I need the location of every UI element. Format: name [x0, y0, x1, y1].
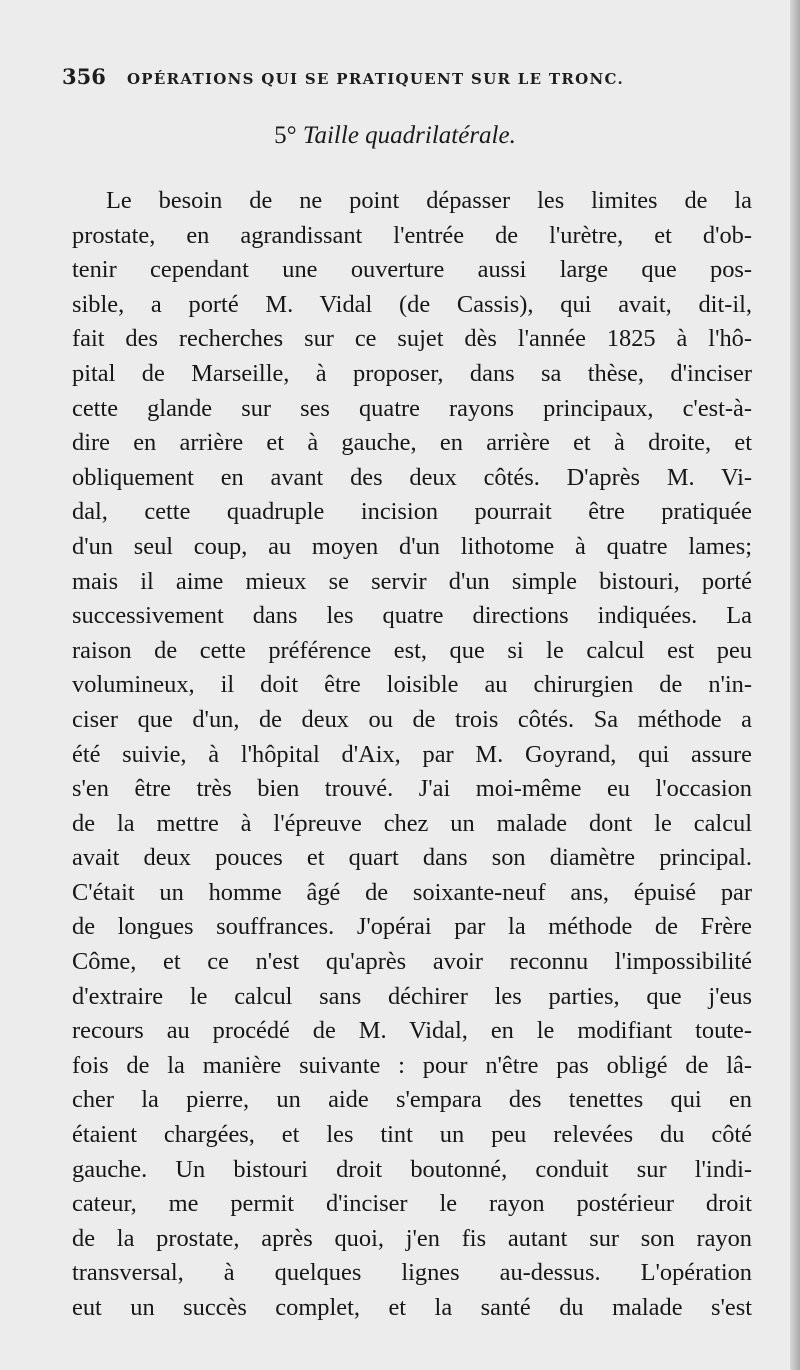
text-line: prostate, en agrandissant l'entrée de l'urètre, et d'ob-: [72, 221, 752, 249]
text-line: volumineux, il doit être loisible au chirurgien de n'in-: [72, 671, 752, 699]
section-title: Taille quadrilatérale.: [302, 122, 516, 149]
text-line: été suivie, à l'hôpital d'Aix, par M. Goyrand, qui assure: [72, 740, 752, 768]
page-edge: [790, 0, 800, 1370]
text-line: dal, cette quadruple incision pourrait être pratiquée: [72, 498, 752, 526]
text-line: cher la pierre, un aide s'empara des tenettes qui en: [72, 1086, 752, 1114]
text-line: avait deux pouces et quart dans son diamètre principal.: [72, 844, 752, 872]
text-line: successivement dans les quatre directions indiquées. La: [72, 602, 752, 630]
text-line: eut un succès complet, et la santé du malade s'est: [72, 1294, 752, 1321]
text-line: dire en arrière et à gauche, en arrière et à droite, et: [72, 429, 752, 457]
text-line: C'était un homme âgé de soixante-neuf ans, épuisé par: [72, 878, 752, 906]
text-line: de longues souffrances. J'opérai par la méthode de Frère: [72, 913, 752, 941]
section-heading: [0, 122, 790, 150]
text-line: Côme, et ce n'est qu'après avoir reconnu l'impossibilité: [72, 948, 752, 976]
text-line: gauche. Un bistouri droit boutonné, conduit sur l'indi-: [72, 1155, 752, 1183]
text-line: d'extraire le calcul sans déchirer les parties, que j'eus: [72, 982, 752, 1010]
text-line: de la prostate, après quoi, j'en fis autant sur son rayon: [72, 1224, 752, 1252]
text-line: raison de cette préférence est, que si le calcul est peu: [72, 636, 752, 664]
text-line: ciser que d'un, de deux ou de trois côtés. Sa méthode a: [72, 705, 752, 733]
page-number: 356: [62, 64, 106, 89]
text-line: obliquement en avant des deux côtés. D'après M. Vi-: [72, 463, 752, 491]
text-line: Le besoin de ne point dépasser les limites de la: [106, 187, 752, 214]
text-line: cette glande sur ses quatre rayons principaux, c'est-à-: [72, 394, 752, 422]
text-line: cateur, me permit d'inciser le rayon postérieur droit: [72, 1190, 752, 1218]
text-line: fois de la manière suivante : pour n'être pas obligé de lâ-: [72, 1051, 752, 1079]
text-line: de la mettre à l'épreuve chez un malade dont le calcul: [72, 809, 752, 837]
text-line: d'un seul coup, au moyen d'un lithotome à quatre lames;: [72, 532, 752, 560]
text-line: recours au procédé de M. Vidal, en le modifiant toute-: [72, 1017, 752, 1045]
text-line: tenir cependant une ouverture aussi large que pos-: [72, 256, 752, 284]
body-text: [72, 184, 752, 1326]
running-head: OPÉRATIONS QUI SE PRATIQUENT SUR LE TRONC.: [126, 70, 625, 88]
text-line: s'en être très bien trouvé. J'ai moi-même eu l'occasion: [72, 775, 752, 803]
text-line: pital de Marseille, à proposer, dans sa thèse, d'inciser: [72, 359, 752, 387]
text-line: fait des recherches sur ce sujet dès l'année 1825 à l'hô-: [72, 325, 752, 353]
text-line: étaient chargées, et les tint un peu relevées du côté: [72, 1121, 752, 1149]
section-number: 5°: [274, 122, 297, 149]
page-header: [62, 64, 722, 89]
text-line: transversal, à quelques lignes au-dessus. L'opération: [72, 1259, 752, 1287]
text-line: sible, a porté M. Vidal (de Cassis), qui avait, dit-il,: [72, 290, 752, 318]
text-line: mais il aime mieux se servir d'un simple bistouri, porté: [72, 567, 752, 595]
